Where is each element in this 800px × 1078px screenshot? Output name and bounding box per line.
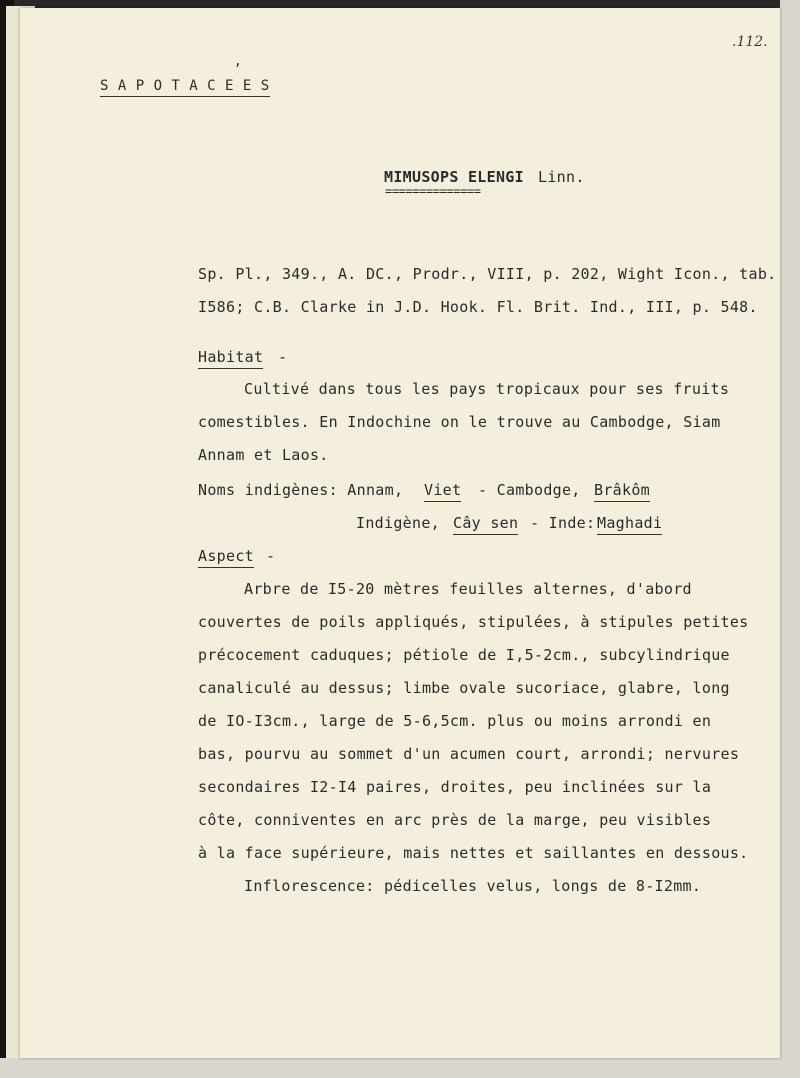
- species-name: MIMUSOPS ELENGI: [384, 168, 524, 186]
- aspect-line-7: secondaires I2-I4 paires, droites, peu inclinées sur la: [198, 778, 712, 796]
- species-author: Linn.: [538, 168, 585, 186]
- name-brakom: Brâkôm: [594, 481, 650, 502]
- name-cay-sen: Cây sen: [453, 514, 518, 535]
- scan-background-bottom: [0, 1058, 800, 1078]
- aspect-line-6: bas, pourvu au sommet d'un acumen court, arrondi; nervures: [198, 745, 740, 763]
- aspect-line-2: couvertes de poils appliqués, stipulées, à stipules petites: [198, 613, 749, 631]
- aspect-dash: -: [266, 547, 276, 565]
- aspect-line-8: côte, conniventes en arc près de la marge, peu visibles: [198, 811, 712, 829]
- family-accent-mark: ,: [234, 54, 243, 69]
- habitat-line-2: comestibles. En Indochine on le trouve au Cambodge, Siam: [198, 413, 721, 431]
- name-viet: Viet: [424, 481, 461, 502]
- habitat-line-1: Cultivé dans tous les pays tropicaux pour ses fruits: [244, 380, 730, 398]
- scan-background-right: [780, 0, 800, 1078]
- inflorescence-line: Inflorescence: pédicelles velus, longs de 8-I2mm.: [244, 877, 702, 895]
- names-line-1-prefix: Noms indigènes: Annam,: [198, 481, 404, 499]
- aspect-heading: Aspect: [198, 547, 254, 568]
- reference-line-1: Sp. Pl., 349., A. DC., Prodr., VIII, p. 202, Wight Icon., tab.: [198, 265, 777, 283]
- name-maghadi: Maghadi: [597, 514, 662, 535]
- aspect-line-5: de IO-I3cm., large de 5-6,5cm. plus ou moins arrondi en: [198, 712, 712, 730]
- habitat-dash: -: [278, 348, 288, 366]
- names-line-2-prefix: Indigène,: [356, 514, 440, 532]
- names-line-2-mid: - Inde:: [530, 514, 596, 532]
- aspect-line-9: à la face supérieure, mais nettes et saillantes en dessous.: [198, 844, 749, 862]
- document-page: [20, 8, 780, 1058]
- aspect-line-4: canaliculé au dessus; limbe ovale sucoriace, glabre, long: [198, 679, 730, 697]
- names-line-1-mid: - Cambodge,: [478, 481, 581, 499]
- habitat-line-3: Annam et Laos.: [198, 446, 329, 464]
- page-number: .112.: [732, 34, 768, 50]
- aspect-line-1: Arbre de I5-20 mètres feuilles alternes, d'abord: [244, 580, 692, 598]
- species-title-rule: ==============: [385, 184, 481, 198]
- family-heading: S A P O T A C E E S: [100, 78, 270, 97]
- aspect-line-3: précocement caduques; pétiole de I,5-2cm., subcylindrique: [198, 646, 730, 664]
- reference-line-2: I586; C.B. Clarke in J.D. Hook. Fl. Brit. Ind., III, p. 548.: [198, 298, 758, 316]
- habitat-heading: Habitat: [198, 348, 263, 369]
